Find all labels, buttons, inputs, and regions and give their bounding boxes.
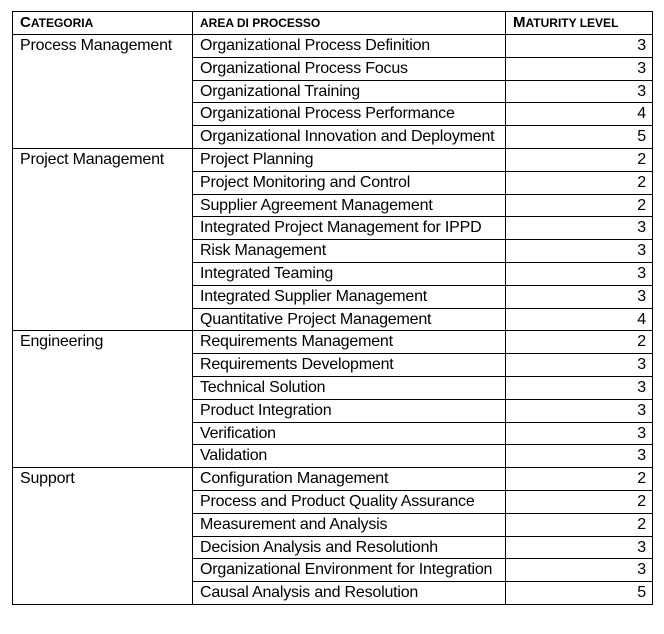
process-area-cell: Causal Analysis and Resolution [193,582,506,605]
process-area-cell: Organizational Process Definition [193,35,506,58]
process-area-cell: Organizational Training [193,80,506,103]
maturity-level-cell: 2 [506,194,653,217]
process-area-cell: Risk Management [193,240,506,263]
maturity-level-cell: 3 [506,536,653,559]
category-cell: Support [13,468,193,605]
process-area-cell: Integrated Supplier Management [193,285,506,308]
category-cell: Project Management [13,148,193,330]
maturity-level-cell: 3 [506,559,653,582]
maturity-level-cell: 3 [506,354,653,377]
process-area-cell: Organizational Innovation and Deployment [193,126,506,149]
maturity-level-cell: 3 [506,285,653,308]
maturity-level-cell: 2 [506,331,653,354]
maturity-level-cell: 3 [506,240,653,263]
process-area-cell: Organizational Environment for Integration [193,559,506,582]
header-area-di-processo: AREA DI PROCESSO [193,12,506,35]
table-body [13,35,653,605]
header-row [13,12,653,35]
process-area-cell: Quantitative Project Management [193,308,506,331]
maturity-level-cell: 3 [506,217,653,240]
table-row [13,35,653,58]
category-cell: Process Management [13,35,193,149]
process-area-cell: Validation [193,445,506,468]
process-area-cell: Measurement and Analysis [193,513,506,536]
maturity-level-cell: 2 [506,171,653,194]
maturity-level-cell: 3 [506,57,653,80]
header-categoria: CATEGORIA [13,12,193,35]
maturity-level-cell: 3 [506,35,653,58]
process-area-cell: Verification [193,422,506,445]
table-row [13,331,653,354]
process-area-cell: Decision Analysis and Resolutionh [193,536,506,559]
process-area-cell: Configuration Management [193,468,506,491]
process-area-cell: Product Integration [193,399,506,422]
table-row [13,148,653,171]
header-maturity-level: MATURITY LEVEL [506,12,653,35]
category-cell: Engineering [13,331,193,468]
maturity-level-cell: 3 [506,80,653,103]
process-area-cell: Supplier Agreement Management [193,194,506,217]
maturity-level-cell: 3 [506,376,653,399]
process-area-cell: Technical Solution [193,376,506,399]
maturity-level-cell: 2 [506,148,653,171]
process-area-cell: Project Monitoring and Control [193,171,506,194]
maturity-level-cell: 3 [506,262,653,285]
maturity-level-cell: 2 [506,513,653,536]
process-area-cell: Organizational Process Focus [193,57,506,80]
maturity-level-cell: 5 [506,126,653,149]
process-areas-table [12,11,653,605]
maturity-level-cell: 4 [506,103,653,126]
process-area-cell: Integrated Teaming [193,262,506,285]
process-area-cell: Organizational Process Performance [193,103,506,126]
process-area-cell: Requirements Development [193,354,506,377]
table-row [13,468,653,491]
maturity-level-cell: 4 [506,308,653,331]
process-area-cell: Requirements Management [193,331,506,354]
maturity-level-cell: 3 [506,399,653,422]
maturity-level-cell: 3 [506,445,653,468]
process-area-cell: Process and Product Quality Assurance [193,490,506,513]
process-area-cell: Integrated Project Management for IPPD [193,217,506,240]
maturity-level-cell: 3 [506,422,653,445]
process-area-cell: Project Planning [193,148,506,171]
maturity-level-cell: 2 [506,490,653,513]
maturity-level-cell: 5 [506,582,653,605]
maturity-level-cell: 2 [506,468,653,491]
